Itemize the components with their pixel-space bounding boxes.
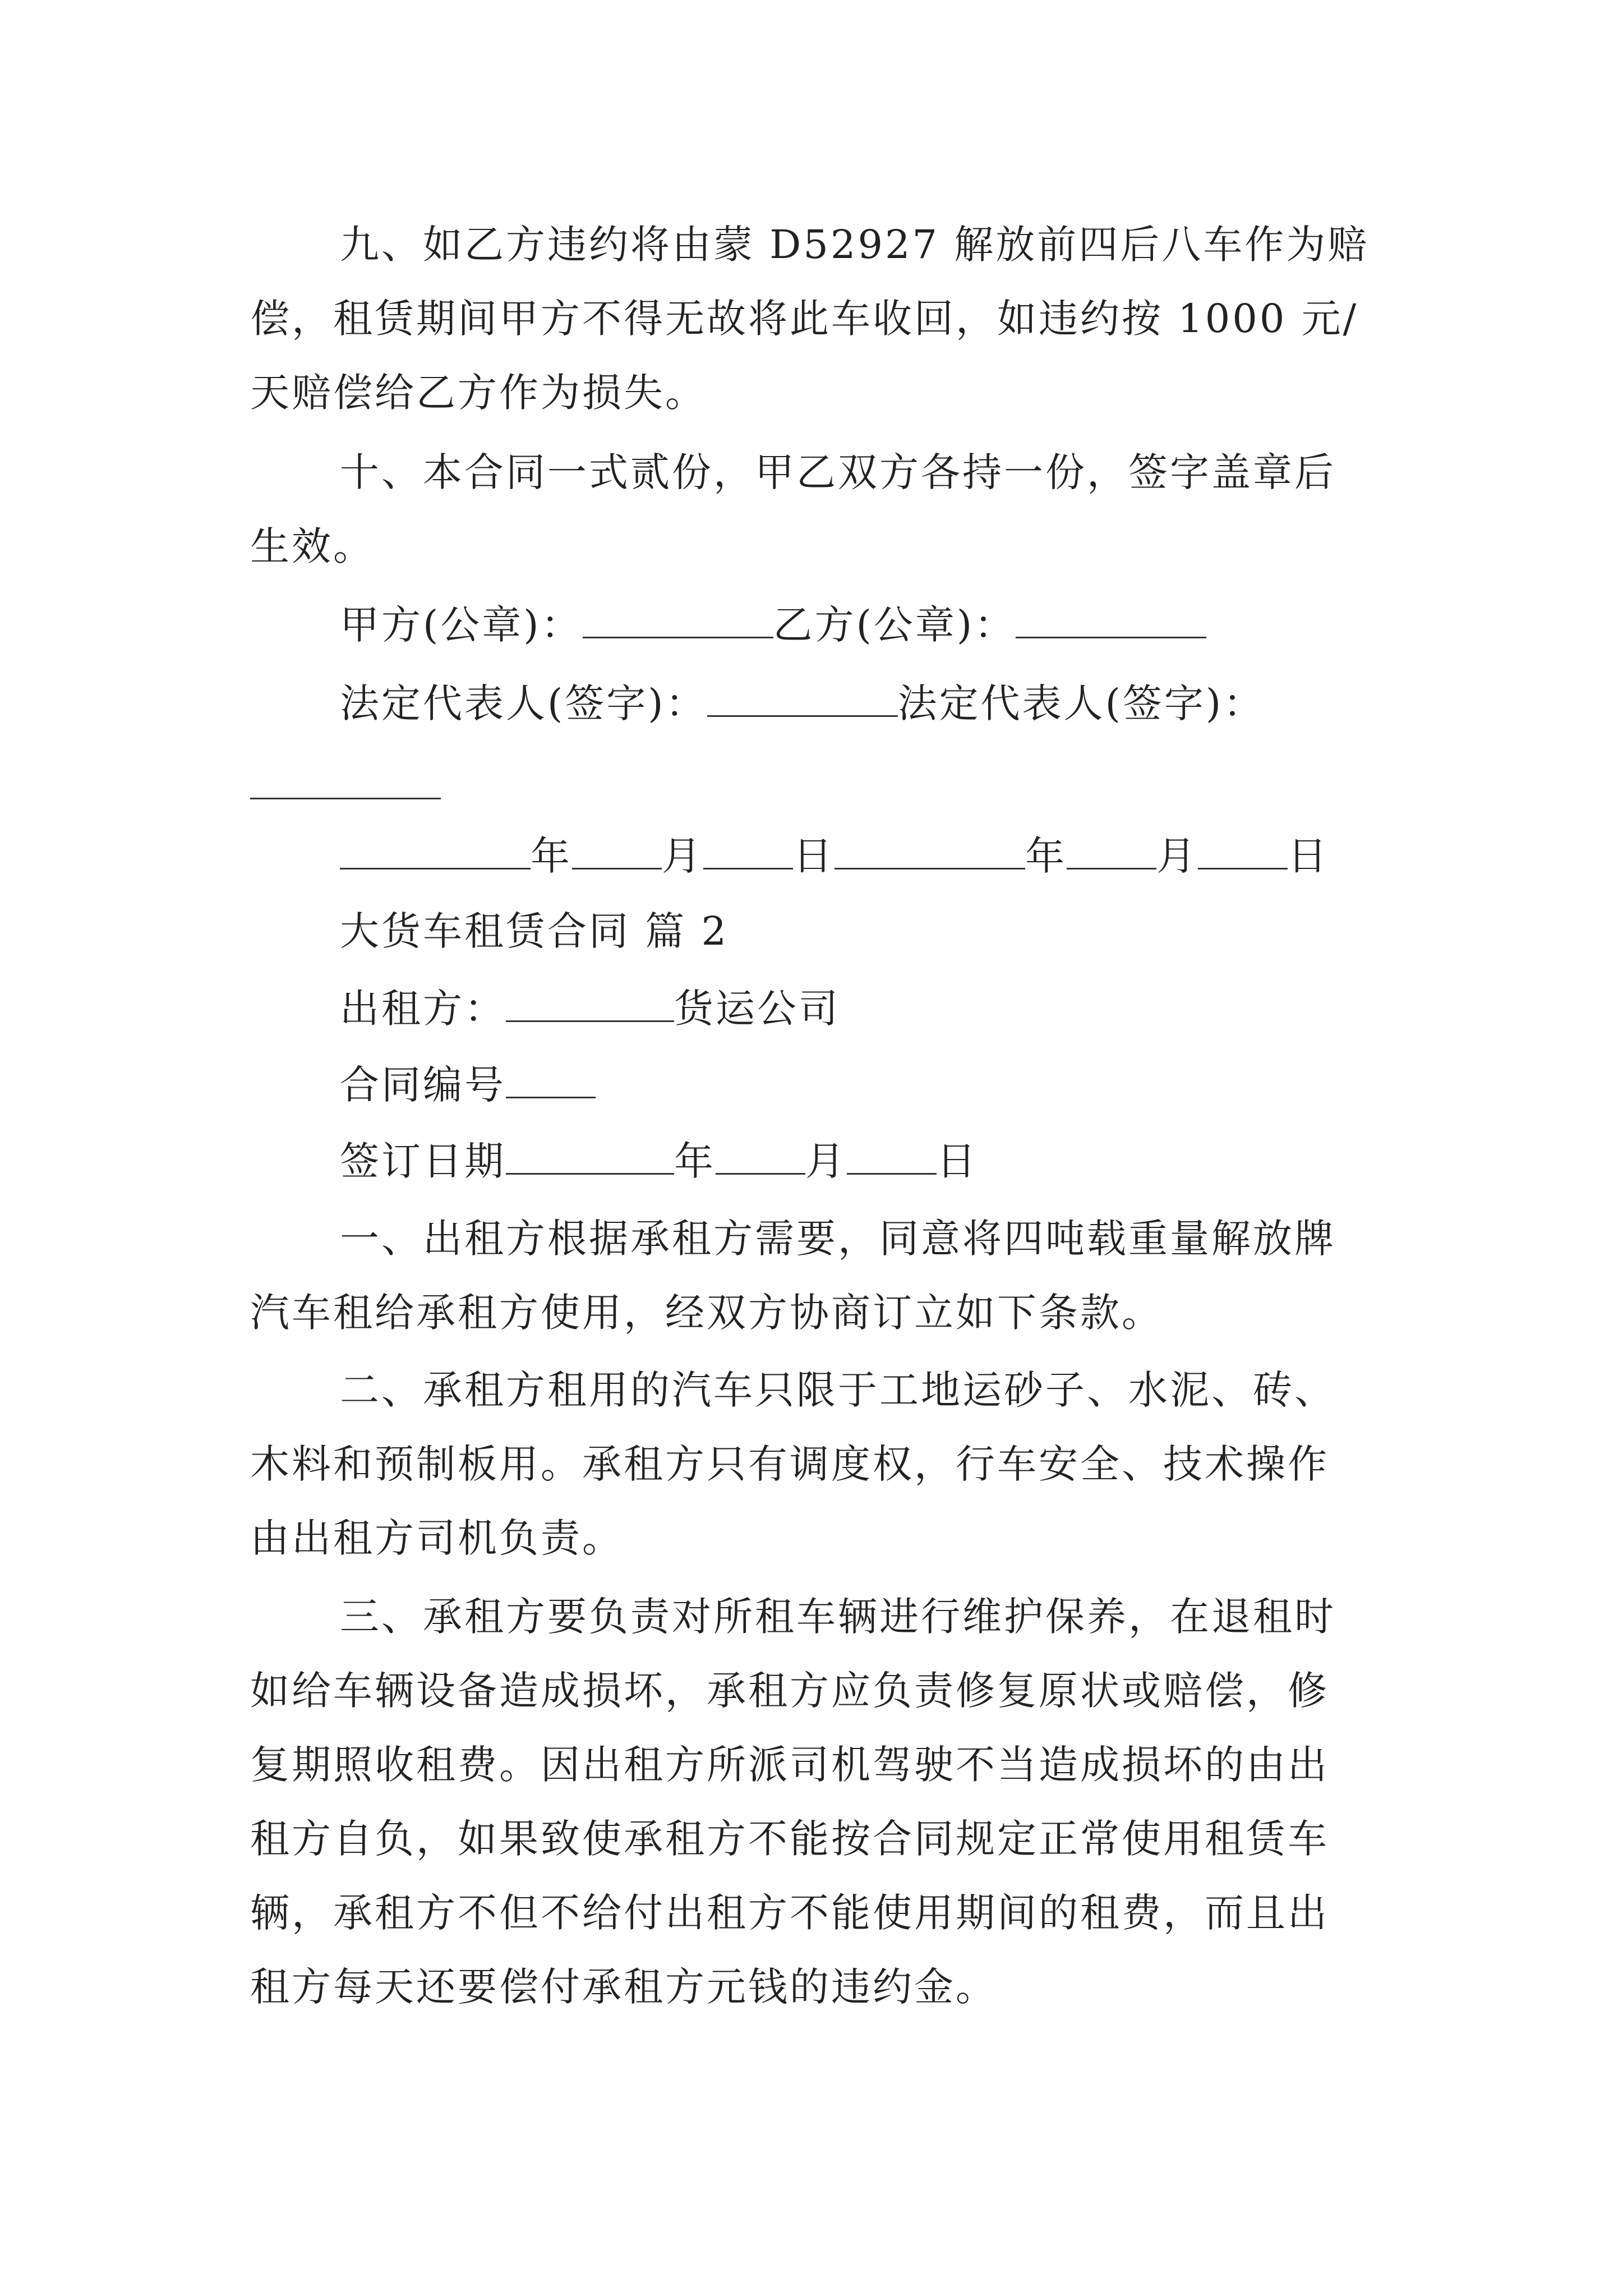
clause-3-line-5: 辆，承租方不但不给付出租方不能使用期间的租费，而且出: [250, 1890, 1329, 1936]
party-b-year-blank[interactable]: [834, 835, 1025, 869]
sign-year-blank[interactable]: [506, 1140, 674, 1175]
party-a-seal-label: 甲方(公章)：: [340, 602, 583, 648]
clause-9-line-3: 天赔偿给乙方作为损失。: [250, 370, 707, 416]
lessor-line: [340, 982, 840, 1036]
party-b-day-blank[interactable]: [1198, 835, 1288, 869]
clause-3-line-1: 三、承租方要负责对所租车辆进行维护保养，在退租时: [340, 1594, 1336, 1640]
party-a-seal-blank[interactable]: [583, 604, 773, 638]
party-a-day-blank[interactable]: [703, 835, 793, 869]
clause-1-line-1: 一、出租方根据承租方需要，同意将四吨载重量解放牌: [340, 1216, 1336, 1262]
rep-a-blank[interactable]: [707, 683, 898, 717]
party-b-seal-blank[interactable]: [1016, 604, 1206, 638]
representative-line: [340, 677, 1265, 730]
rep-a-label: 法定代表人(签字)：: [340, 680, 707, 726]
party-a-month-label: 月: [662, 833, 703, 879]
contract-no-line: [340, 1058, 596, 1112]
sign-day-label: 日: [937, 1138, 978, 1184]
clause-10-line-1: 十、本合同一式贰份，甲乙双方各持一份，签字盖章后: [340, 449, 1336, 495]
clause-9-line-1: 九、如乙方违约将由蒙 D52927 解放前四后八车作为赔: [340, 222, 1370, 268]
rep-b-blank[interactable]: [250, 795, 441, 799]
lessor-blank[interactable]: [506, 988, 674, 1022]
clause-3-line-2: 如给车辆设备造成损坏，承租方应负责修复原状或赔偿，修: [250, 1668, 1329, 1714]
party-b-month-blank[interactable]: [1067, 835, 1156, 869]
party-a-year-label: 年: [531, 833, 572, 879]
lessor-label: 出租方：: [340, 986, 506, 1032]
party-a-day-label: 日: [793, 833, 834, 879]
contract-no-blank[interactable]: [506, 1064, 596, 1098]
lessor-suffix: 货运公司: [674, 986, 840, 1032]
rep-b-label: 法定代表人(签字)：: [897, 680, 1265, 726]
clause-3-line-6: 租方每天还要偿付承租方元钱的违约金。: [250, 1964, 997, 2010]
party-b-day-label: 日: [1288, 833, 1329, 879]
signature-date-line: [340, 829, 1329, 883]
sign-month-blank[interactable]: [716, 1140, 805, 1175]
clause-2-line-2: 木料和预制板用。承租方只有调度权，行车安全、技术操作: [250, 1441, 1329, 1487]
clause-3-line-3: 复期照收租费。因出租方所派司机驾驶不当造成损坏的由出: [250, 1742, 1329, 1788]
clause-9-line-2: 偿，租赁期间甲方不得无故将此车收回，如违约按 1000 元/: [250, 296, 1359, 342]
party-b-seal-label: 乙方(公章)：: [773, 602, 1016, 648]
party-a-year-blank[interactable]: [340, 835, 531, 869]
sign-date-label: 签订日期: [340, 1138, 506, 1184]
party-b-month-label: 月: [1156, 833, 1198, 879]
clause-10-line-2: 生效。: [250, 523, 375, 569]
clause-3-line-4: 租方自负，如果致使承租方不能按合同规定正常使用租赁车: [250, 1816, 1329, 1862]
sign-date-line: [340, 1134, 978, 1188]
clause-2-line-3: 由出租方司机负责。: [250, 1515, 624, 1561]
clause-1-line-2: 汽车租给承租方使用，经双方协商订立如下条款。: [250, 1290, 1163, 1336]
clause-2-line-1: 二、承租方租用的汽车只限于工地运砂子、水泥、砖、: [340, 1367, 1336, 1413]
sign-day-blank[interactable]: [847, 1140, 937, 1175]
section-2-title: 大货车租赁合同 篇 2: [340, 908, 729, 954]
seal-line: [340, 598, 1206, 652]
contract-no-label: 合同编号: [340, 1062, 506, 1108]
sign-month-label: 月: [805, 1138, 847, 1184]
party-b-year-label: 年: [1025, 833, 1067, 879]
sign-year-label: 年: [674, 1138, 716, 1184]
party-a-month-blank[interactable]: [572, 835, 662, 869]
